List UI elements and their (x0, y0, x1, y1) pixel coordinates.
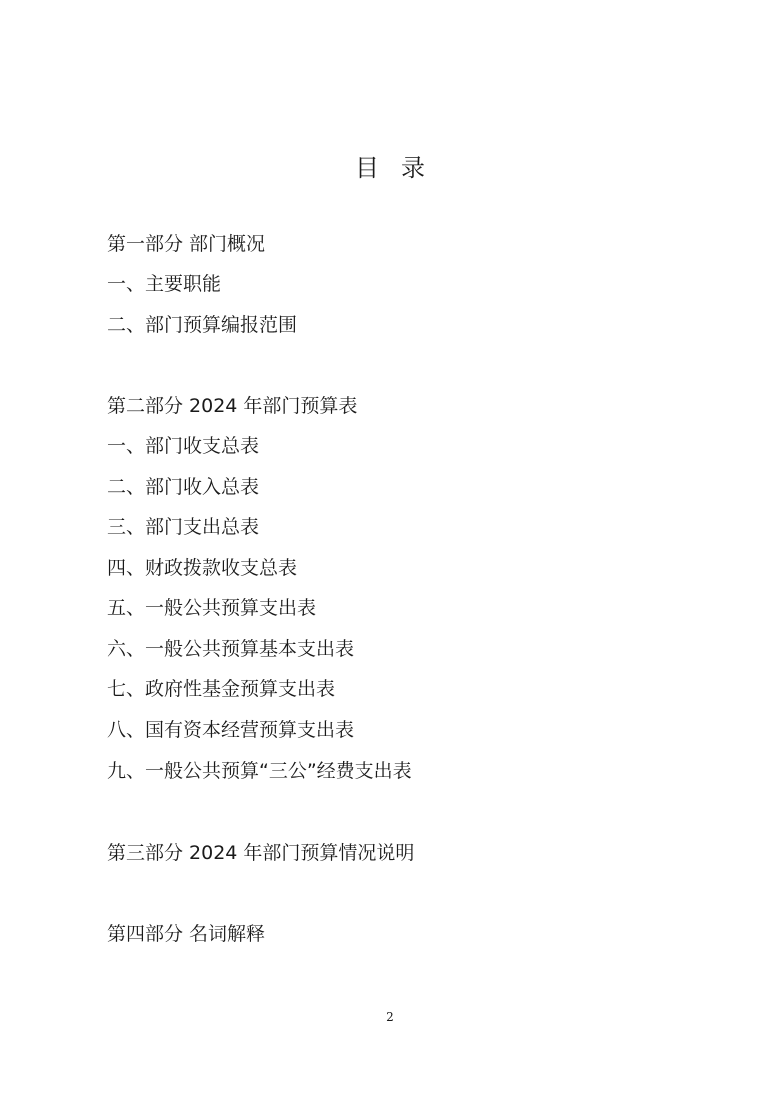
toc-part1-item-1: 一、主要职能 (107, 273, 222, 295)
page-number: 2 (386, 1010, 394, 1024)
page-title (0, 148, 780, 183)
toc-part4-heading: 第四部分 名词解释 (107, 923, 266, 945)
toc-part2-item-2: 二、部门收入总表 (107, 476, 260, 498)
toc-part2-item-1: 一、部门收支总表 (107, 435, 260, 457)
toc-part2-item-6: 六、一般公共预算基本支出表 (107, 638, 355, 660)
toc-part2-item-8: 八、国有资本经营预算支出表 (107, 719, 355, 741)
toc-part2-item-7: 七、政府性基金预算支出表 (107, 678, 336, 700)
toc-part3-heading: 第三部分 2024 年部门预算情况说明 (107, 842, 415, 864)
title-char-2: 录 (401, 154, 425, 182)
toc-part2-item-5: 五、一般公共预算支出表 (107, 597, 317, 619)
toc-part1-heading: 第一部分 部门概况 (107, 233, 266, 255)
toc-part2-heading: 第二部分 2024 年部门预算表 (107, 395, 358, 417)
toc-part2-item-4: 四、财政拨款收支总表 (107, 557, 298, 579)
title-char-1: 目 (355, 154, 379, 182)
toc-part2-item-9: 九、一般公共预算“三公”经费支出表 (107, 760, 412, 782)
toc-part2-item-3: 三、部门支出总表 (107, 516, 260, 538)
toc-part1-item-2: 二、部门预算编报范围 (107, 314, 298, 336)
